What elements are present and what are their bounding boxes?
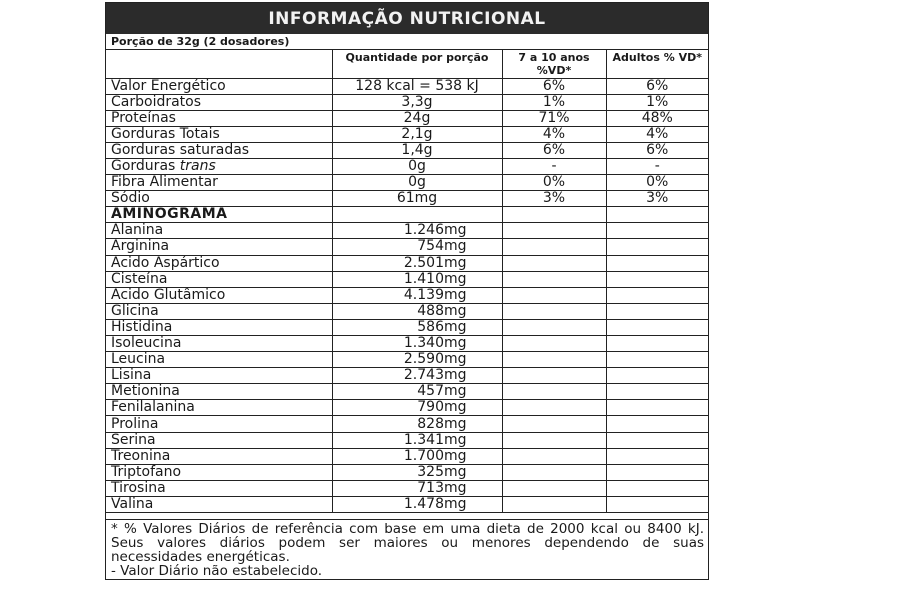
empty-cell [606, 271, 708, 287]
nutrient-name: Carboidratos [106, 94, 332, 110]
aminogram-rows [106, 207, 708, 513]
label-title: INFORMAÇÃO NUTRICIONAL [106, 3, 708, 34]
empty-cell [606, 400, 708, 416]
nutrition-facts-label [105, 2, 709, 580]
amino-acid-name: Metionina [106, 384, 332, 400]
header-quantity: Quantidade por porção [332, 50, 502, 78]
nutrient-row [106, 110, 708, 126]
amino-acid-quantity: 4.139mg [332, 287, 502, 303]
amino-acid-row [106, 303, 708, 319]
empty-cell [606, 223, 708, 239]
nutrient-adults-dv: 0% [606, 175, 708, 191]
amino-acid-quantity: 754mg [332, 239, 502, 255]
nutrient-kids-dv: 1% [502, 94, 606, 110]
amino-acid-quantity: 1.410mg [332, 271, 502, 287]
empty-cell [606, 464, 708, 480]
amino-acid-name: Cisteína [106, 271, 332, 287]
amino-acid-quantity: 1.700mg [332, 448, 502, 464]
amino-acid-name: Valina [106, 496, 332, 512]
empty-cell [502, 416, 606, 432]
nutrient-name: Gorduras Totais [106, 126, 332, 142]
amino-acid-quantity: 713mg [332, 480, 502, 496]
empty-cell [606, 480, 708, 496]
amino-acid-name: Ácido Glutâmico [106, 287, 332, 303]
empty-cell [606, 368, 708, 384]
nutrient-kids-dv: 3% [502, 191, 606, 207]
amino-acid-row [106, 464, 708, 480]
amino-acid-name: Serina [106, 432, 332, 448]
amino-acid-name: Glicina [106, 303, 332, 319]
empty-cell [606, 352, 708, 368]
header-kids-dv: 7 a 10 anos %VD* [502, 50, 606, 78]
nutrition-table [106, 50, 708, 513]
empty-cell [502, 480, 606, 496]
nutrient-row [106, 175, 708, 191]
amino-acid-row [106, 496, 708, 512]
nutrient-name: Sódio [106, 191, 332, 207]
nutrient-row [106, 94, 708, 110]
aminogram-header-row [106, 207, 708, 223]
nutrient-quantity: 61mg [332, 191, 502, 207]
empty-cell [502, 303, 606, 319]
nutrient-row [106, 158, 708, 174]
empty-cell [606, 336, 708, 352]
nutrient-row [106, 142, 708, 158]
portion-size: Porção de 32g (2 dosadores) [106, 34, 708, 50]
nutrient-adults-dv: 6% [606, 142, 708, 158]
nutrient-kids-dv: - [502, 158, 606, 174]
nutrient-adults-dv: 4% [606, 126, 708, 142]
nutrient-kids-dv: 4% [502, 126, 606, 142]
empty-cell [606, 496, 708, 512]
amino-acid-name: Alanina [106, 223, 332, 239]
empty-cell [606, 287, 708, 303]
nutrient-rows [106, 78, 708, 207]
nutrient-adults-dv: - [606, 158, 708, 174]
amino-acid-name: Arginina [106, 239, 332, 255]
nutrient-row [106, 126, 708, 142]
amino-acid-row [106, 271, 708, 287]
amino-acid-quantity: 1.478mg [332, 496, 502, 512]
amino-acid-quantity: 457mg [332, 384, 502, 400]
nutrient-row [106, 78, 708, 94]
empty-cell [502, 368, 606, 384]
empty-cell [502, 432, 606, 448]
amino-acid-quantity: 790mg [332, 400, 502, 416]
amino-acid-quantity: 1.246mg [332, 223, 502, 239]
amino-acid-quantity: 2.501mg [332, 255, 502, 271]
amino-acid-name: Histidina [106, 319, 332, 335]
nutrient-name: Valor Energético [106, 78, 332, 94]
amino-acid-quantity: 1.341mg [332, 432, 502, 448]
empty-cell [502, 319, 606, 335]
amino-acid-quantity: 2.590mg [332, 352, 502, 368]
empty-cell [502, 496, 606, 512]
amino-acid-name: Isoleucina [106, 336, 332, 352]
nutrient-adults-dv: 48% [606, 110, 708, 126]
nutrient-quantity: 1,4g [332, 142, 502, 158]
empty-cell [606, 239, 708, 255]
amino-acid-row [106, 319, 708, 335]
amino-acid-row [106, 432, 708, 448]
amino-acid-name: Treonina [106, 448, 332, 464]
amino-acid-row [106, 287, 708, 303]
nutrient-name: Gorduras trans [106, 158, 332, 174]
nutrient-quantity: 0g [332, 158, 502, 174]
empty-cell [606, 448, 708, 464]
empty-cell [502, 207, 606, 223]
amino-acid-row [106, 384, 708, 400]
empty-cell [332, 207, 502, 223]
footnote [106, 519, 708, 579]
empty-cell [502, 287, 606, 303]
empty-cell [606, 255, 708, 271]
amino-acid-row [106, 336, 708, 352]
amino-acid-quantity: 488mg [332, 303, 502, 319]
empty-cell [606, 207, 708, 223]
amino-acid-name: Tirosina [106, 480, 332, 496]
amino-acid-row [106, 352, 708, 368]
empty-cell [502, 400, 606, 416]
nutrient-kids-dv: 0% [502, 175, 606, 191]
nutrient-name: Gorduras saturadas [106, 142, 332, 158]
empty-cell [606, 384, 708, 400]
footnote-not-established: - Valor Diário não estabelecido. [111, 563, 323, 580]
amino-acid-name: Fenilalanina [106, 400, 332, 416]
footnote-reference: * % Valores Diários de referência com base em uma dieta de 2000 kcal ou 8400 kJ. Seus valores diários podem ser maiores ou menores dependendo de suas necessidades energéticas. [111, 521, 704, 566]
nutrient-name: Fibra Alimentar [106, 175, 332, 191]
amino-acid-row [106, 400, 708, 416]
amino-acid-quantity: 828mg [332, 416, 502, 432]
amino-acid-row [106, 239, 708, 255]
amino-acid-name: Lisina [106, 368, 332, 384]
nutrient-adults-dv: 6% [606, 78, 708, 94]
empty-cell [502, 255, 606, 271]
amino-acid-row [106, 416, 708, 432]
empty-cell [502, 352, 606, 368]
empty-cell [502, 336, 606, 352]
amino-acid-quantity: 2.743mg [332, 368, 502, 384]
empty-cell [606, 319, 708, 335]
amino-acid-row [106, 448, 708, 464]
nutrient-quantity: 3,3g [332, 94, 502, 110]
empty-cell [606, 416, 708, 432]
nutrient-adults-dv: 1% [606, 94, 708, 110]
amino-acid-quantity: 586mg [332, 319, 502, 335]
empty-cell [502, 271, 606, 287]
amino-acid-row [106, 223, 708, 239]
amino-acid-row [106, 368, 708, 384]
nutrient-quantity: 0g [332, 175, 502, 191]
nutrient-name-italic: trans [179, 158, 216, 175]
amino-acid-name: Ácido Aspártico [106, 255, 332, 271]
amino-acid-name: Prolina [106, 416, 332, 432]
nutrient-row [106, 191, 708, 207]
aminogram-title: AMINOGRAMA [106, 207, 332, 223]
empty-cell [502, 239, 606, 255]
amino-acid-row [106, 480, 708, 496]
nutrient-quantity: 24g [332, 110, 502, 126]
empty-cell [502, 464, 606, 480]
empty-cell [606, 303, 708, 319]
header-adults-dv: Adultos % VD* [606, 50, 708, 78]
nutrient-adults-dv: 3% [606, 191, 708, 207]
empty-cell [502, 384, 606, 400]
nutrient-quantity: 2,1g [332, 126, 502, 142]
amino-acid-row [106, 255, 708, 271]
amino-acid-quantity: 325mg [332, 464, 502, 480]
empty-cell [502, 223, 606, 239]
nutrient-quantity: 128 kcal = 538 kJ [332, 78, 502, 94]
nutrient-name: Proteínas [106, 110, 332, 126]
nutrient-kids-dv: 71% [502, 110, 606, 126]
empty-cell [606, 432, 708, 448]
nutrient-kids-dv: 6% [502, 78, 606, 94]
header-nutrient [106, 50, 332, 78]
nutrient-kids-dv: 6% [502, 142, 606, 158]
amino-acid-quantity: 1.340mg [332, 336, 502, 352]
amino-acid-name: Leucina [106, 352, 332, 368]
table-header-row [106, 50, 708, 78]
empty-cell [502, 448, 606, 464]
amino-acid-name: Triptofano [106, 464, 332, 480]
